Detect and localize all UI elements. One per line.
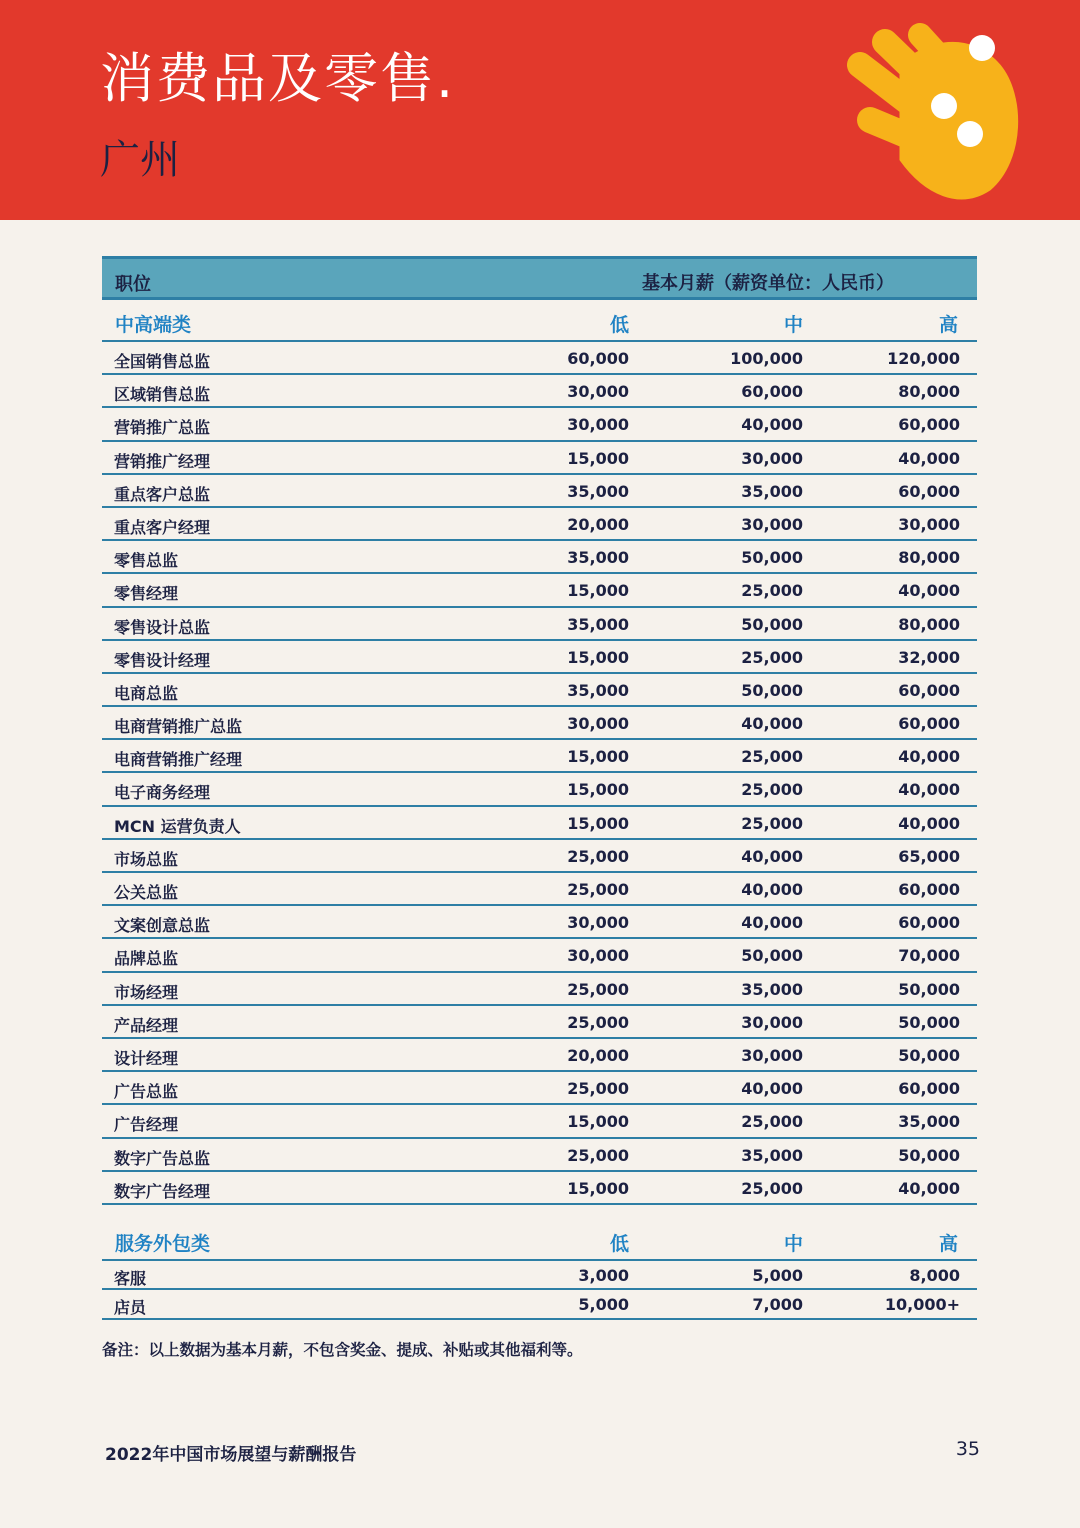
page-title: 消费品及零售. [100,47,456,110]
cell-position: 电商总监 [114,683,179,703]
cell-low: 15,000 [567,1178,629,1198]
table-row [102,1261,977,1291]
cell-low: 25,000 [567,1145,629,1165]
cell-mid: 40,000 [741,714,803,734]
cell-position: 品牌总监 [114,949,179,969]
cell-position: 区域销售总监 [114,385,211,405]
cell-low: 25,000 [567,880,629,899]
page-number: 35 [955,1438,980,1460]
cell-low: 35,000 [567,548,629,568]
cell-low: 35,000 [567,680,629,700]
cell-low: 35,000 [567,481,629,501]
cell-low: 20,000 [567,514,629,534]
column-high-label: 高 [938,314,958,336]
table-row [102,1290,977,1320]
cell-high: 60,000 [898,1079,960,1099]
cell-low: 5,000 [578,1295,629,1315]
cell-position: 市场经理 [114,982,179,1002]
cell-high: 60,000 [898,415,960,435]
table-row [102,740,977,773]
cell-high: 50,000 [898,979,960,999]
cell-position: 电子商务经理 [114,783,211,803]
cell-position: MCN 运营负责人 [114,816,241,836]
cell-mid: 25,000 [741,813,803,833]
cell-low: 30,000 [567,913,629,933]
cell-high: 60,000 [898,880,960,899]
cell-high: 50,000 [898,1012,960,1032]
section-title: 中高端类 [115,314,192,336]
table-row [102,1105,977,1138]
cell-position: 营销推广总监 [114,418,211,438]
cell-low: 3,000 [578,1265,629,1285]
cell-mid: 35,000 [741,481,803,501]
cell-mid: 25,000 [741,1178,803,1198]
cell-low: 30,000 [567,946,629,966]
cell-low: 15,000 [567,448,629,468]
table-row [102,1139,977,1172]
cell-position: 公关总监 [114,883,179,902]
cell-mid: 40,000 [741,415,803,435]
cell-position: 电商营销推广经理 [114,750,243,770]
cell-low: 25,000 [567,1012,629,1032]
cell-high: 80,000 [898,614,960,634]
table-row [102,442,977,475]
table-row [102,475,977,508]
table-row [102,641,977,674]
table-row [102,1072,977,1105]
cell-position: 重点客户经理 [114,517,211,537]
footnote: 备注：以上数据为基本月薪，不包含奖金、提成、补贴或其他福利等。 [102,1341,583,1359]
table-header [102,256,977,300]
cell-mid: 40,000 [741,846,803,866]
cell-mid: 35,000 [741,1145,803,1165]
table-row [102,408,977,441]
cell-high: 40,000 [898,747,960,767]
salary-table [102,256,977,1320]
cell-position: 店员 [114,1298,147,1318]
table-row [102,342,977,375]
cell-mid: 40,000 [741,913,803,933]
cell-high: 60,000 [898,913,960,933]
section-title: 服务外包类 [115,1232,211,1255]
table-row [102,707,977,740]
cell-mid: 50,000 [741,946,803,966]
cell-high: 65,000 [898,846,960,866]
cell-low: 15,000 [567,647,629,667]
cell-high: 8,000 [909,1265,960,1285]
section-header-outsourcing [102,1219,977,1261]
table-row [102,375,977,408]
column-low-label: 低 [609,1232,629,1255]
column-high-label: 高 [938,1232,958,1255]
cell-low: 20,000 [567,1045,629,1065]
cell-high: 40,000 [898,581,960,601]
cell-low: 15,000 [567,581,629,601]
cell-mid: 50,000 [741,680,803,700]
cell-low: 60,000 [567,349,629,368]
table-row [102,1039,977,1072]
table-row [102,1006,977,1039]
table-row [102,608,977,641]
table-row [102,773,977,806]
report-title: 2022年中国市场展望与薪酬报告 [105,1445,357,1465]
section-rows-outsourcing [102,1261,977,1320]
table-row [102,973,977,1006]
cell-low: 25,000 [567,846,629,866]
table-row [102,508,977,541]
cell-mid: 30,000 [741,1045,803,1065]
cell-position: 重点客户总监 [114,484,211,504]
cell-mid: 30,000 [741,514,803,534]
cell-high: 40,000 [898,1178,960,1198]
cell-high: 40,000 [898,780,960,800]
cell-high: 40,000 [898,448,960,468]
column-header-position: 职位 [115,274,151,295]
cell-low: 30,000 [567,714,629,734]
cell-position: 广告总监 [114,1082,179,1102]
table-row [102,674,977,707]
cell-mid: 60,000 [741,382,803,402]
cell-high: 32,000 [898,647,960,667]
table-row [102,807,977,840]
cell-high: 50,000 [898,1145,960,1165]
cell-position: 数字广告总监 [114,1148,211,1168]
column-mid-label: 中 [783,1232,803,1255]
cell-mid: 25,000 [741,581,803,601]
cell-low: 15,000 [567,780,629,800]
section-header-mid-high [102,300,977,342]
cell-high: 30,000 [898,514,960,534]
cell-position: 电商营销推广总监 [114,717,243,737]
cell-mid: 30,000 [741,1012,803,1032]
cell-mid: 40,000 [741,880,803,899]
cell-mid: 25,000 [741,647,803,667]
cell-high: 120,000 [887,349,960,368]
table-row [102,873,977,906]
cell-position: 营销推广经理 [114,451,211,471]
cell-position: 零售设计总监 [114,617,211,637]
cell-high: 70,000 [898,946,960,966]
cell-low: 30,000 [567,382,629,402]
cell-position: 广告经理 [114,1115,179,1135]
cell-mid: 25,000 [741,1112,803,1132]
cell-mid: 25,000 [741,780,803,800]
cell-low: 15,000 [567,747,629,767]
column-mid-label: 中 [783,314,803,336]
waving-hand-icon [830,20,1040,210]
cell-low: 35,000 [567,614,629,634]
section-rows-mid-high [102,342,977,1205]
cell-high: 80,000 [898,548,960,568]
cell-high: 60,000 [898,714,960,734]
cell-mid: 50,000 [741,548,803,568]
page-subtitle: 广州 [100,137,180,183]
column-low-label: 低 [609,314,629,336]
cell-position: 文案创意总监 [114,916,211,936]
cell-low: 30,000 [567,415,629,435]
cell-position: 市场总监 [114,849,179,869]
cell-mid: 30,000 [741,448,803,468]
cell-position: 零售总监 [114,551,179,571]
cell-low: 25,000 [567,1079,629,1099]
table-row [102,541,977,574]
cell-position: 零售设计经理 [114,650,211,670]
cell-low: 15,000 [567,1112,629,1132]
cell-mid: 7,000 [752,1295,803,1315]
cell-mid: 100,000 [730,349,803,368]
cell-mid: 50,000 [741,614,803,634]
cell-position: 产品经理 [114,1015,179,1035]
cell-mid: 35,000 [741,979,803,999]
cell-mid: 5,000 [752,1265,803,1285]
cell-position: 零售经理 [114,584,179,604]
table-row [102,840,977,873]
table-row [102,939,977,972]
cell-high: 40,000 [898,813,960,833]
cell-mid: 25,000 [741,747,803,767]
table-row [102,1172,977,1205]
cell-position: 全国销售总监 [114,352,211,371]
column-header-salary: 基本月薪（薪资单位：人民币） [642,273,894,294]
cell-high: 60,000 [898,680,960,700]
cell-high: 10,000+ [884,1295,960,1315]
cell-low: 15,000 [567,813,629,833]
cell-position: 设计经理 [114,1048,179,1068]
cell-position: 数字广告经理 [114,1181,211,1201]
table-row [102,906,977,939]
table-row [102,574,977,607]
cell-low: 25,000 [567,979,629,999]
cell-high: 60,000 [898,481,960,501]
cell-position: 客服 [114,1268,147,1288]
cell-mid: 40,000 [741,1079,803,1099]
cell-high: 50,000 [898,1045,960,1065]
cell-high: 35,000 [898,1112,960,1132]
cell-high: 80,000 [898,382,960,402]
